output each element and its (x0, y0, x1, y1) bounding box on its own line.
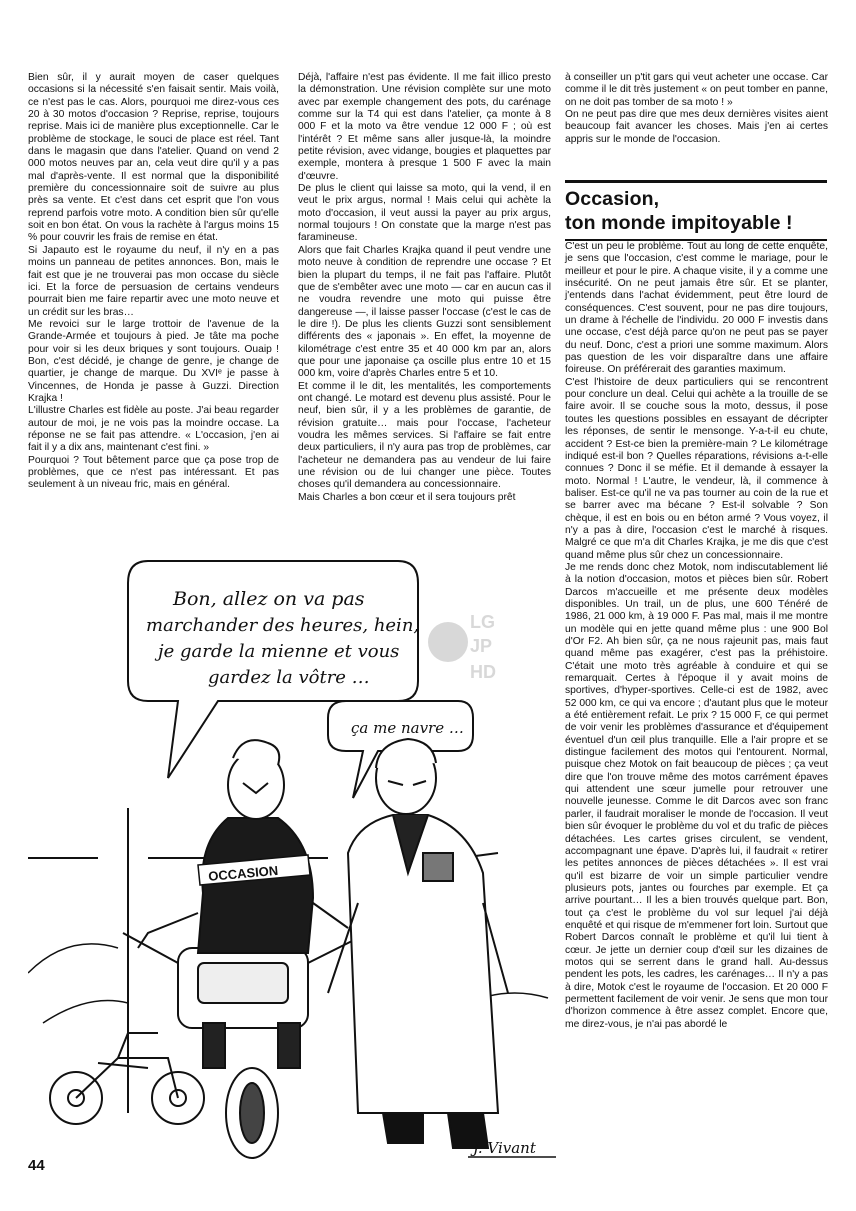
occasion-sign-text: OCCASION (207, 862, 279, 884)
section-title (565, 187, 827, 235)
dealer-drawing (328, 739, 508, 1148)
paragraph: Et comme il le dit, les mentalités, les comportements ont changé. Le motard est devenu plus assisté. Pour le neuf, bien sûr, il y a les problèmes de garantie, de révision gratuite… mais pour l'occase, l'acheteur voudra les mêmes services. Si l'affaire se fait entre deux particuliers, il n'y aura pas trop de problèmes, car l'acheteur ne demandera pas au vendeur de lui faire une révision ou de lui changer une pièce. Toutes choses qu'il demandera au concessionnaire. (298, 380, 551, 491)
paragraph: Je me rends donc chez Motok, nom indiscutablement lié à la notion d'occasion, motos et pièces bien sûr. Robert Darcos m'accueille et me présente deux modèles disponibles. Un trail, un de plus, une 600 Ténéré de 1986, 21 000 km, à 19 000 F. Pas mal, mais il me montre un modèle qui en jette quand même plus : une 900 Bol d'Or F2. Ah bien sûr, ça ne nous rajeunit pas, mais faut quand même pas exagérer, c'est pas la préhistoire. C'était une moto très agréable à conduire et qui se remarquait. Certes à l'époque il y avait moins de sportives, d'hyper-sportives. Celle-ci est de 1982, avec 52 000 km, ce qui va encore ; d'autant plus que le moteur a été entièrement refait. Le prix ? 15 000 F, ce qui permet de voir venir les problèmes d'assurance et d'équipement éventuel d'un œil plus tranquille. Elle a l'air propre et se distingue facilement des motos qui l'entourent. Normal, puisque chez Motok on fait beaucoup de pièces ; ça veut dire que l'on trouve même des motos carrément épaves qui attendent une sœur jumelle pour retrouver une nouvelle jeunesse. Comme le dit Darcos avec son franc parler, il faudrait moraliser le monde de l'occasion. Il veut bien sûr évoquer le problème du vol et du trafic de pièces détachées. Les cartes grises circulent, se vendent, accompagnant une épave. D'après lui, il faudrait « retirer les petites annonces de pièces détachées ». Il est vrai qu'il est bizarre de voir un simple particulier vendre plusieurs pots, jantes ou fourches par exemple. Et ça arrive pourtant… Il les a bien trouvés quelque part. Bon, tout ça c'est le problème du vol sur lequel j'ai déjà enquêté et qui risque de m'emmener fort loin. Surtout que Robert Darcos connaît le problème et qu'il lui tient à cœur. Je jette un dernier coup d'œil sur les dizaines de motos qui se serrent dans le grand hall. Au-dessus pendent les pots, les cadres, les carénages… Il n'y a pas à dire, Motok c'est le royaume de l'occasion. Et 20 000 F permettent facilement de voir venir. Je sens que mon tour d'horizon commence à être assez complet. Encore que, me direz-vous, je n'ai pas abordé le (565, 561, 828, 1030)
paragraph: C'est l'histoire de deux particuliers qui se rencontrent pour conclure un deal. Celui qui achète a la trouille de se faire avoir. Il se couche sous la moto, dessus, il pose toutes les questions possibles en essayant de décripter les réponses, de sentir le mensonge. Y-a-t-il eu chute, accident ? Est-ce bien la première-main ? Le kilométrage indiqué est-il bon ? Quelles réparations, révisions a-t-elle connues ? Donc il se méfie. Et il demande à essayer la moto. Normal ! L'autre, le vendeur, là, il commence à baliser. Est-ce qu'il ne va pas tourner au coin de la rue et se barrer avec ma bécane ? Est-il solvable ? Son chèque, il est en bois ou en béton armé ? Vous voyez, il n'y a pas à dire, l'occasion c'est le marché à risques. Malgré ce que m'a dit Charles Krajka, je me dis que c'est quand même plus sûr chez un concessionnaire. (565, 376, 828, 561)
paragraph: Pourquoi ? Tout bêtement parce que ça pose trop de problèmes, que ce n'est pas intéressant. Et pas seulement à un niveau fric, mais en général. (28, 454, 279, 491)
section-title-line-2: ton monde impitoyable ! (565, 212, 793, 234)
article-column-2 (298, 72, 551, 504)
watermark-line-1: LG (470, 612, 495, 632)
paragraph: L'illustre Charles est fidèle au poste. J'ai beau regarder autour de moi, je ne vois pas la moindre occase. La réponse ne se fait pas attendre. « L'occasion, j'en ai fait il y a dix ans, maintenant c'est fini. » (28, 405, 279, 454)
paragraph: Me revoici sur le large trottoir de l'avenue de la Grande-Armée et toujours à pied. Je tâte ma poche pour voir si les deux briques y sont toujours. Ouaip ! Bon, c'est décidé, je change de genre, je change de quartier, je change de marque. Du XVIᵉ je passe à Vincennes, de Honda je passe à Guzzi. Direction Krajka ! (28, 318, 279, 404)
section-heading (565, 180, 827, 241)
watermark-logo (420, 600, 510, 690)
bubble-left-line-1: Bon, allez on va pas (173, 588, 365, 610)
bubble-left-line-2: marchander des heures, hein, (146, 615, 420, 636)
motorcycle-drawing (123, 933, 358, 1158)
watermark-line-3: HD (470, 662, 496, 682)
watermark-portrait-icon (428, 622, 468, 662)
bubble-right-text: ça me navre … (351, 719, 464, 737)
paragraph: Si Japauto est le royaume du neuf, il n'y en a pas moins un panneau de petites annonces. Bon, mais le fait est que je ne trouverai pas mon occase du siècle ici. Et la force de persuasion de certains vendeurs pourrait bien me faire repartir avec une moto neuve et un crédit sur les bras… (28, 244, 279, 318)
bubble-left-line-3: je garde la mienne et vous (158, 641, 400, 662)
article-column-3 (565, 241, 828, 1031)
watermark-line-2: JP (470, 636, 493, 656)
bubble-left-line-4: gardez la vôtre … (208, 667, 370, 688)
paragraph: Déjà, l'affaire n'est pas évidente. Il me fait illico presto la démonstration. Une révision complète sur une moto avec par exemple changement des pots, du carénage comme sur la T4 qui est dans l'atelier, ça monte à 8 000 F et la moto va être vendue 12 000 F ; où est l'intérêt ? Et même sans aller jusque-là, la moindre petite révision, avec vidange, bougies et plaquettes par exemple, montera à presque 1 500 F avec la main d'œuvre. (298, 72, 551, 182)
heading-rule-top (565, 180, 827, 183)
article-column-1 (28, 72, 279, 492)
paragraph: On ne peut pas dire que mes deux dernières visites aient beaucoup fait avancer les choses. Mais j'en ai certes appris sur le monde de l'occasion. (565, 109, 828, 145)
page-number: 44 (28, 1157, 45, 1174)
article-column-3-top (565, 72, 828, 146)
artist-signature: J. Vivant (473, 1139, 536, 1157)
paragraph: Bien sûr, il y aurait moyen de caser quelques occasions si la nécessité s'en faisait sentir. Mais voilà, ce n'est pas le cas. Alors, pourquoi me direz-vous ces 20 à 30 motos d'occasion ? Reprise, reprise, toujours reprise. Mais ici de manière plus exceptionnelle. Car le problème de stockage, le souci de place est réel. Tant dans le magasin que dans l'atelier. Quand on vend 2 000 motos neuves par an, cela veut dire qu'il y a pas mal d'après-vente. Il est normal que la disponibilité première du concessionnaire soit de suivre au plus près sa vente. Et c'est dans cet esprit que l'on vous reprend parfois votre moto. A condition bien sûr qu'elle soit en bon état. On vous la rachète à l'argus moins 15 % pour couvrir les frais de remise en état. (28, 72, 279, 244)
paragraph: C'est un peu le problème. Tout au long de cette enquête, je sens que l'occasion, c'est comme le mariage, pour le meilleur et pour le pire. A chaque visite, il y a comme une insécurité. On ne peut jamais être sûr. Et se planter, j'entends dans l'achat évidemment, peut être lourd de conséquences. C'est souvent, pour ne pas dire toujours, un drame à l'échelle de l'individu. 20 000 F investis dans une occase, c'est déjà parce qu'on ne peut pas se payer du neuf. Donc, c'est a priori une somme maximum. Alors pas question de les voir disparaître dans une affaire foireuse. On préférerait des garanties maximum. (565, 241, 828, 376)
paragraph: Alors que fait Charles Krajka quand il peut vendre une moto neuve à condition de reprendre une occase ? Et bien la plupart du temps, il ne fait pas l'affaire. Plutôt que de s'embêter avec une moto — car en aucun cas il ne voudra revendre une moto qui puisse être dangereuse —, il laisse passer l'occase (c'est le cas de le dire !). De plus les clients Guzzi sont sensiblement différents des « japonais ». En effet, la moyenne de kilométrage c'est entre 35 et 40 000 km par an, alors que pour une japonaise ça oscille plus entre 10 et 15 000 km, voire d'après Charles entre 5 et 10. (298, 244, 551, 380)
paragraph: De plus le client qui laisse sa moto, qui la vend, il en veut le prix argus, normal ! Mais celui qui achète la moto d'occasion, il veut aussi la payer au prix argus, normal toujours ! On constate que la marge n'est pas faramineuse. (298, 183, 551, 244)
section-title-line-1: Occasion, (565, 188, 660, 210)
paragraph: Mais Charles a bon cœur et il sera toujours prêt (298, 491, 516, 503)
paragraph: à conseiller un p'tit gars qui veut acheter une occase. Car comme il le dit très justement « on peut tomber en panne, on ne doit pas tomber de sa moto ! » (565, 72, 828, 108)
